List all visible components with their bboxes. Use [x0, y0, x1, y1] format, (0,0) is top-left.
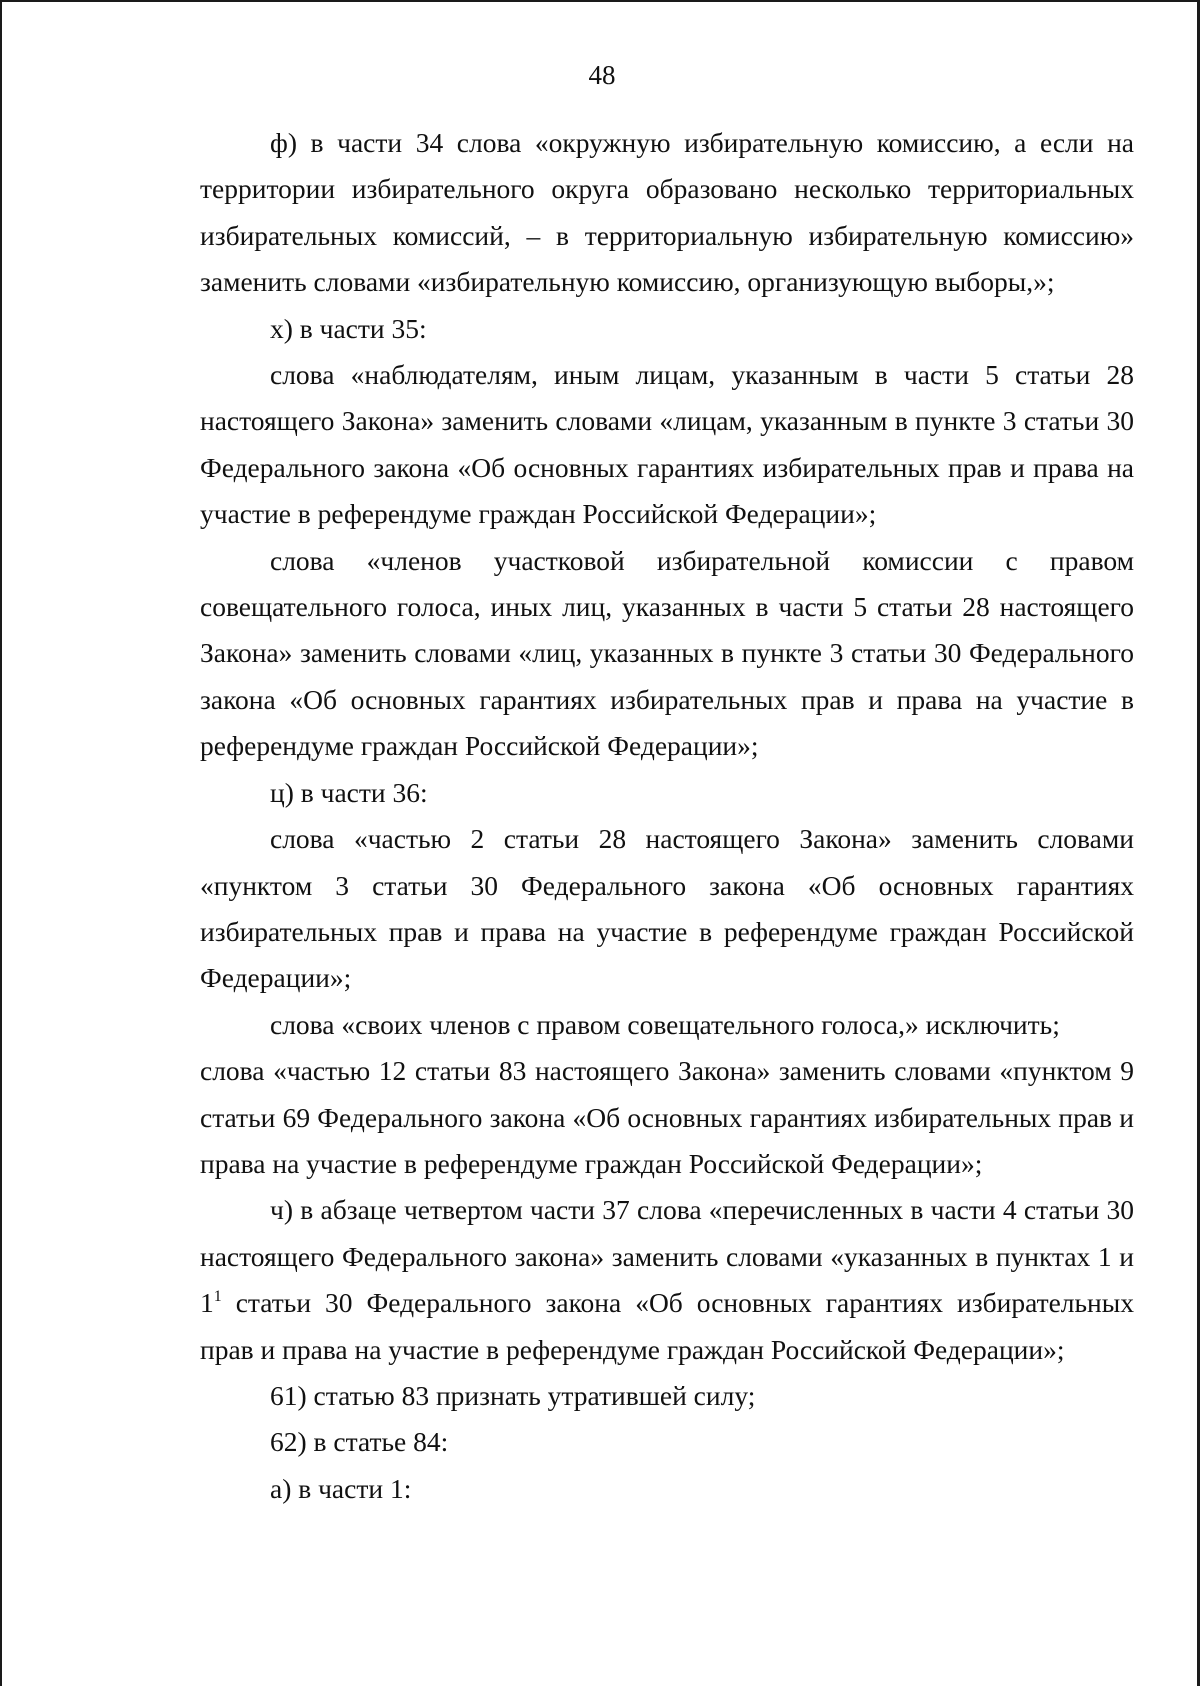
- paragraph-ch-text-b: статьи 30 Федерального закона «Об основных гарантиях избирательных прав и права на участие в референдуме граждан Российской Федерации»;: [200, 1287, 1134, 1365]
- paragraph-kh: х) в части 35:: [270, 312, 427, 344]
- paragraph-f: ф) в части 34 слова «окружную избирательную комиссию, а если на территории избирательного округа образовано несколько территориальных избирательных комиссий, – в территориальную избирательную комиссию» заменить словами «избирательную комиссию, организующую выборы,»;: [200, 127, 1134, 298]
- paragraph-part2: слова «частью 2 статьи 28 настоящего Закона» заменить словами «пунктом 3 статьи 30 Федерального закона «Об основных гарантиях избирательных прав и права на участие в референдуме граждан Российской Федерации»;: [200, 823, 1134, 994]
- paragraph-a: а) в части 1:: [270, 1472, 412, 1504]
- document-body: [200, 120, 1134, 1512]
- paragraph-ch-text-a: ч) в абзаце четвертом части 37 слова «перечисленных в части 4 статьи 30 настоящего Федерального закона» заменить словами «указанных в пунктах 1 и 1: [200, 1194, 1134, 1319]
- paragraph-ch: [200, 1187, 1134, 1373]
- paragraph-exclude: слова «своих членов с правом совещательного голоса,» исключить;: [270, 1008, 1060, 1040]
- paragraph-observers: слова «наблюдателям, иным лицам, указанным в части 5 статьи 28 настоящего Закона» заменить словами «лицам, указанным в пункте 3 статьи 30 Федерального закона «Об основных гарантиях избирательных прав и права на участие в референдуме граждан Российской Федерации»;: [200, 359, 1134, 530]
- paragraph-61: 61) статью 83 признать утратившей силу;: [270, 1379, 756, 1411]
- paragraph-62: 62) в статье 84:: [270, 1426, 449, 1458]
- paragraph-part12: слова «частью 12 статьи 83 настоящего Закона» заменить словами «пунктом 9 статьи 69 Федерального закона «Об основных гарантиях избирательных прав и права на участие в референдуме граждан Российской Федерации»;: [200, 1055, 1134, 1179]
- superscript: 1: [213, 1288, 222, 1306]
- page-number: 48: [588, 60, 616, 90]
- paragraph-members: слова «членов участковой избирательной комиссии с правом совещательного голоса, иных лиц, указанных в части 5 статьи 28 настоящего Закона» заменить словами «лиц, указанных в пункте 3 статьи 30 Федерального закона «Об основных гарантиях избирательных прав и права на участие в референдуме граждан Российской Федерации»;: [200, 544, 1134, 762]
- paragraph-ts: ц) в части 36:: [270, 776, 428, 808]
